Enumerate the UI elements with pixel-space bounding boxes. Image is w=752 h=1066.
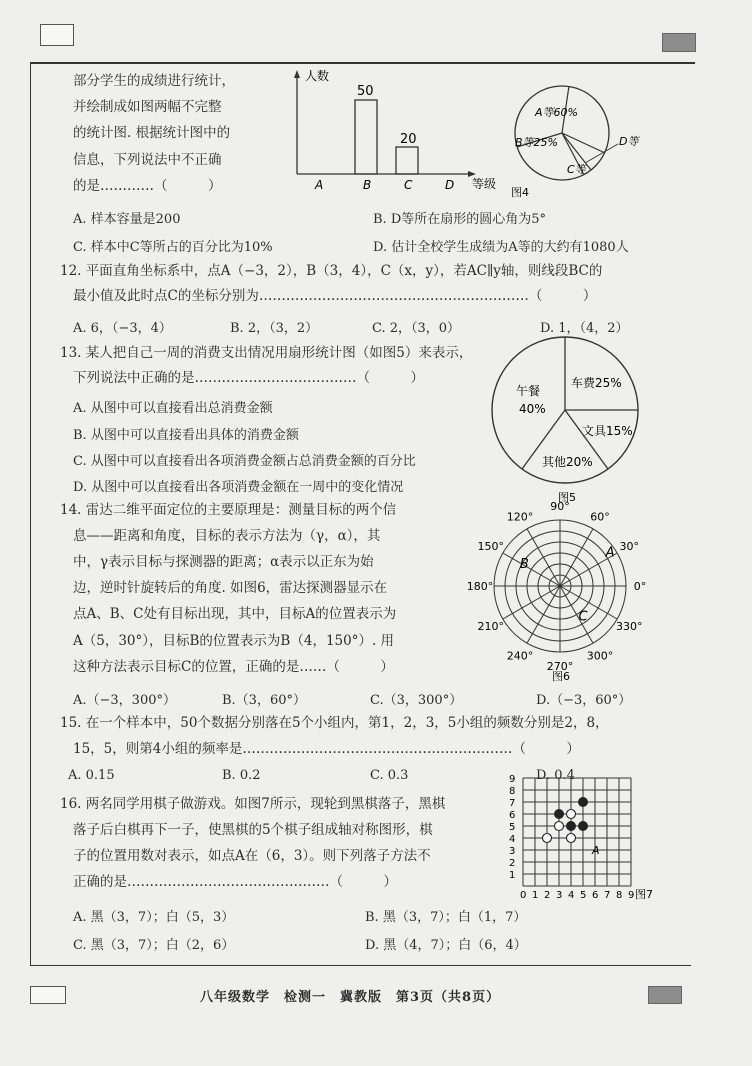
q13-option-a: A. 从图中可以直接看出总消费金额 [73, 401, 273, 416]
black-stone [579, 798, 588, 807]
white-stone [567, 834, 576, 843]
q11-stem-line: 并绘制成如图两幅不完整 [73, 99, 222, 115]
q11-option-a: A. 样本容量是200 [73, 212, 181, 227]
q11-pie-chart [505, 78, 665, 203]
grid-x-tick: 2 [544, 890, 551, 901]
grid-y-tick: 4 [509, 834, 516, 845]
black-stone [579, 822, 588, 831]
q11-stem-line: 的是…………（ ） [73, 178, 222, 194]
q13-option-c: C. 从图中可以直接看出各项消费金额占总消费金额的百分比 [73, 454, 416, 469]
radar-ray [560, 586, 593, 643]
y-axis-arrow [294, 70, 300, 78]
radar-angle-label: 30° [619, 540, 640, 553]
grid-x-tick: 4 [568, 890, 575, 901]
white-stone [567, 810, 576, 819]
q16-stem-line: 16. 两名同学用棋子做游戏。如图7所示，现轮到黑棋落子，黑棋 [60, 796, 446, 812]
q16-option-a: A. 黑（3，7）；白（5，3） [73, 910, 235, 925]
q14-stem-line: 点A、B、C处有目标出现，其中，目标A的位置表示为 [73, 606, 397, 622]
q13-option-d: D. 从图中可以直接看出各项消费金额在一周中的变化情况 [73, 480, 404, 495]
q14-figure-label: 图6 [552, 670, 570, 683]
q15-stem-line: 15，5，则第4小组的频率是……………………………………………………（ ） [73, 741, 580, 757]
grid-y-tick: 8 [509, 786, 516, 797]
x-tick-B: B [363, 178, 372, 192]
radar-angle-label: 60° [590, 510, 610, 524]
bar-chart-xlabel: 等级 [472, 177, 497, 191]
corner-mark-top-left [40, 24, 74, 46]
grid-x-tick: 0 [520, 890, 527, 901]
bar-C [396, 147, 418, 174]
q14-stem-line: 这种方法表示目标C的位置，正确的是……（ ） [73, 659, 394, 675]
q11-stem-line: 部分学生的成绩进行统计， [73, 73, 235, 89]
radar-ray [560, 586, 617, 619]
radar-ray [527, 586, 560, 643]
radar-angle-label: 210° [477, 620, 504, 633]
x-tick-A: A [315, 178, 324, 192]
bar-B [355, 100, 377, 174]
q14-stem-line: 息——距离和角度，目标的表示方法为（γ，α），其 [73, 528, 381, 544]
q13-option-b: B. 从图中可以直接看出具体的消费金额 [73, 428, 299, 443]
q13-figure-label: 图5 [558, 491, 576, 504]
pie-label-D: D等 [619, 135, 639, 148]
q16-stem-line: 子的位置用数对表示，如点A在（6，3）。则下列落子方法不 [73, 848, 431, 864]
q16-stem-line: 落子后白棋再下一子，使黑棋的5个棋子组成轴对称图形，棋 [73, 822, 433, 838]
radar-angle-label: 330° [616, 620, 643, 633]
bar-C-label: 20 [400, 132, 417, 147]
grid-point-label: A [592, 844, 600, 857]
radar-angle-label: 180° [466, 580, 494, 593]
q14-stem-line: 边，逆时针旋转后的角度. 如图6，雷达探测器显示在 [73, 580, 388, 596]
radar-ray [560, 529, 593, 586]
q16-option-c: C. 黑（3，7）；白（2，6） [73, 938, 235, 953]
q14-radar-chart [466, 500, 650, 683]
corner-mark-bottom-right [648, 986, 682, 1004]
grid-x-tick: 8 [616, 890, 623, 901]
black-stone [567, 822, 576, 831]
grid-x-tick: 6 [592, 890, 599, 901]
radar-point-label: A [605, 545, 615, 561]
q13-stem-line: 下列说法中正确的是………………………………（ ） [73, 370, 424, 386]
q16-option-d: D. 黑（4，7）；白（6，4） [365, 938, 527, 953]
pie-slice-lunch-pct: 40% [519, 402, 546, 416]
q12-stem-line: 最小值及此时点C的坐标分别为……………………………………………………（ ） [73, 288, 597, 304]
grid-y-tick: 6 [509, 810, 516, 821]
page-footer: 八年级数学 检测一 冀教版 第3页（共8页） [200, 990, 501, 1005]
q12-option-c: C. 2，（3，0） [372, 321, 461, 336]
q15-option-a: A. 0.15 [68, 768, 115, 783]
grid-y-tick: 9 [509, 774, 516, 785]
q11-option-b: B. D等所在扇形的圆心角为5° [373, 212, 547, 227]
grid-x-tick: 1 [532, 890, 539, 901]
q15-stem-line: 15. 在一个样本中，50个数据分别落在5个小组内，第1，2，3，5小组的频数分别是2，8， [60, 715, 609, 731]
q14-option-c: C.（3，300°） [370, 693, 463, 708]
q14-option-d: D.（−3，60°） [536, 693, 632, 708]
radar-angle-label: 300° [586, 649, 614, 663]
grid-y-tick: 3 [509, 846, 516, 857]
q14-option-a: A.（−3，300°） [73, 693, 176, 708]
corner-mark-bottom-left [30, 986, 66, 1004]
x-tick-D: D [445, 178, 455, 192]
radar-ray [527, 529, 560, 586]
q12-option-a: A. 6，（−3，4） [73, 321, 172, 336]
pie-label-B: B等25% [515, 136, 558, 149]
radar-angle-label: 240° [506, 649, 534, 663]
q11-stem-line: 的统计图. 根据统计图中的 [73, 125, 231, 141]
q15-option-c: C. 0.3 [370, 768, 409, 783]
radar-ray [503, 586, 560, 619]
q12-stem-line: 12. 平面直角坐标系中，点A（−3，2），B（3，4），C（x，y），若AC∥y轴，则线段BC的 [60, 263, 603, 279]
radar-angle-label: 0° [633, 580, 647, 593]
grid-y-tick: 1 [509, 870, 516, 881]
radar-angle-label: 120° [506, 510, 534, 524]
q11-figure-label: 图4 [511, 186, 529, 199]
q14-stem-line: 中，γ表示目标与探测器的距离；α表示以正东为始 [73, 554, 374, 570]
pie-slice-stationery: 文具15% [582, 424, 633, 438]
q11-option-d: D. 估计全校学生成绩为A等的大约有1080人 [373, 240, 629, 255]
q11-option-c: C. 样本中C等所占的百分比为10% [73, 240, 273, 255]
q14-option-b: B.（3，60°） [222, 693, 306, 708]
bar-B-label: 50 [357, 84, 374, 99]
grid-x-tick: 3 [556, 890, 563, 901]
radar-angle-label: 90° [550, 500, 570, 513]
grid-x-tick: 5 [580, 890, 587, 901]
bar-chart-ylabel: 人数 [305, 69, 330, 83]
pie-slice-lunch-label: 午餐 [516, 384, 541, 398]
corner-mark-top-right [662, 33, 696, 52]
grid-y-tick: 2 [509, 858, 516, 869]
q16-chess-grid [505, 776, 665, 906]
radar-angle-label: 150° [477, 540, 504, 553]
q12-option-d: D. 1，（4，2） [540, 321, 629, 336]
black-stone [555, 810, 564, 819]
q13-pie-chart [486, 335, 646, 505]
pie-label-A: A等60% [535, 106, 578, 119]
q11-bar-chart [285, 66, 505, 196]
grid-y-tick: 7 [509, 798, 516, 809]
x-tick-C: C [404, 178, 413, 192]
q14-stem-line: A（5，30°），目标B的位置表示为B（4，150°）. 用 [73, 633, 395, 649]
q16-stem-line: 正确的是………………………………………（ ） [73, 874, 397, 890]
q16-option-b: B. 黑（3，7）；白（1，7） [365, 910, 527, 925]
q13-stem-line: 13. 某人把自己一周的消费支出情况用扇形统计图（如图5）来表示， [60, 345, 473, 361]
grid-y-tick: 5 [509, 822, 516, 833]
grid-x-tick: 7 [604, 890, 611, 901]
radar-angle-label: 270° [546, 660, 574, 673]
q15-option-d: D. 0.4 [536, 768, 575, 783]
white-stone [555, 822, 564, 831]
q14-stem-line: 14. 雷达二维平面定位的主要原理是：测量目标的两个信 [60, 502, 397, 518]
q12-option-b: B. 2，（3，2） [230, 321, 319, 336]
q15-option-b: B. 0.2 [222, 768, 261, 783]
radar-point-label: B [519, 557, 529, 572]
grid-x-tick: 9 [628, 890, 635, 901]
white-stone [543, 834, 552, 843]
q11-stem-line: 信息，下列说法中不正确 [73, 152, 222, 168]
radar-ray [503, 553, 560, 586]
q16-figure-label: 图7 [635, 888, 653, 901]
radar-point-label: C [578, 609, 588, 625]
pie-label-C: C等 [567, 163, 586, 176]
pie-slice-other: 其他20% [542, 455, 593, 469]
pie-slice-car: 车费25% [571, 376, 622, 390]
